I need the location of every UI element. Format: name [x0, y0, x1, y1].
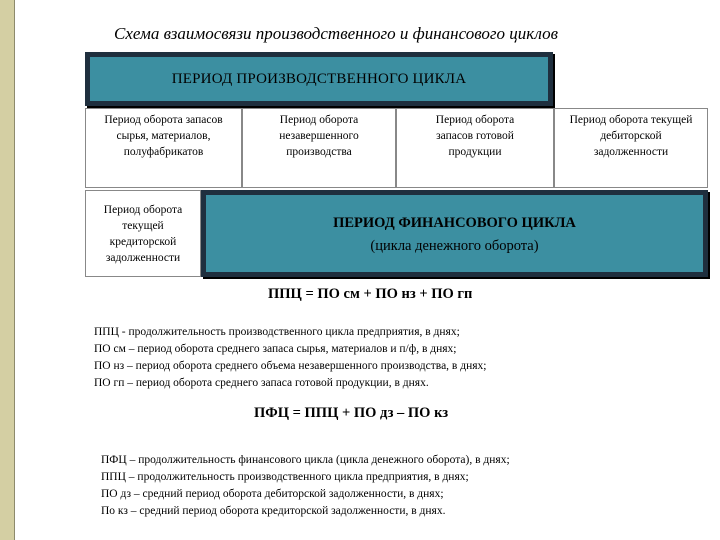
formula-financial-cycle: ПФЦ = ППЦ + ПО дз – ПО кз	[254, 405, 449, 421]
legend-line: По кз – средний период оборота кредиторской задолженности, в днях.	[101, 505, 446, 517]
legend-line: ПО см – период оборота среднего запаса сырья, материалов и п/ф, в днях;	[94, 343, 457, 355]
cell-payables-period: Период оборота текущей кредиторской задолженности	[85, 190, 201, 277]
production-cycle-bar	[85, 52, 553, 106]
legend-line: ППЦ - продолжительность производственного цикла предприятия, в днях;	[94, 326, 460, 338]
cell-finished-goods-period: Период оборота запасов готовой продукции	[396, 108, 554, 188]
legend-line: ПО нз – период оборота среднего объема незавершенного производства, в днях;	[94, 360, 487, 372]
legend-financial-cycle	[101, 452, 510, 520]
cell-receivables-period: Период оборота текущей дебиторской задолженности	[554, 108, 708, 188]
financial-cycle-label: ПЕРИОД ФИНАНСОВОГО ЦИКЛА	[333, 215, 576, 231]
legend-production-cycle	[94, 324, 486, 392]
legend-line: ПО дз – средний период оборота дебиторской задолженности, в днях;	[101, 488, 444, 500]
left-decorative-bar	[0, 0, 15, 540]
page-title: Схема взаимосвязи производственного и финансового циклов	[114, 24, 559, 43]
legend-line: ППЦ – продолжительность производственного цикла предприятия, в днях;	[101, 471, 469, 483]
financial-cycle-sublabel: (цикла денежного оборота)	[370, 238, 539, 254]
legend-line: ПО гп – период оборота среднего запаса готовой продукции, в днях.	[94, 377, 429, 389]
legend-line: ПФЦ – продолжительность финансового цикла (цикла денежного оборота), в днях;	[101, 454, 510, 466]
production-cycle-label: ПЕРИОД ПРОИЗВОДСТВЕННОГО ЦИКЛА	[171, 71, 467, 87]
cell-raw-inventory-period: Период оборота запасов сырья, материалов, полуфабрикатов	[85, 108, 242, 188]
formula-production-cycle: ППЦ = ПО см + ПО нз + ПО гп	[268, 286, 473, 302]
financial-cycle-bar	[201, 190, 708, 277]
cell-wip-period: Период оборота незавершенного производства	[242, 108, 396, 188]
